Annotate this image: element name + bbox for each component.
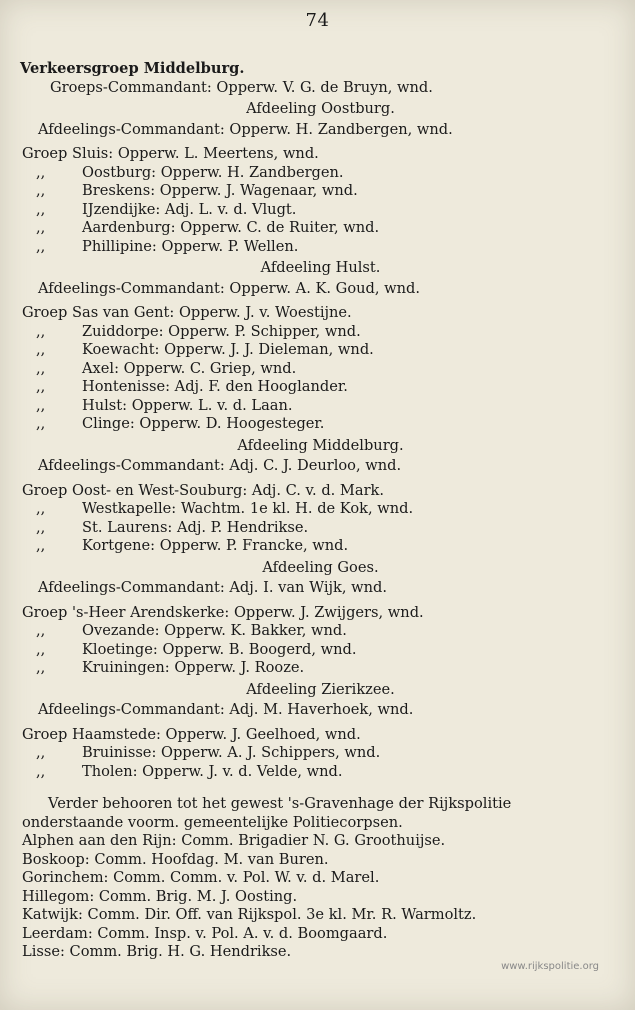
ditto-mark: ,, bbox=[36, 163, 46, 181]
groep-entry bbox=[22, 238, 619, 257]
ditto-mark: ,, bbox=[36, 341, 46, 358]
groep-entry bbox=[22, 397, 619, 416]
groep-entry bbox=[22, 360, 619, 379]
groep-text: Hulst: Opperw. L. v. d. Laan. bbox=[82, 396, 293, 414]
ditto-mark: ,, bbox=[36, 744, 46, 761]
ditto-mark: ,, bbox=[36, 500, 46, 517]
watermark: www.rijkspolitie.org bbox=[501, 961, 599, 972]
corps-entry: Leerdam: Comm. Insp. v. Pol. A. v. d. Boomgaard. bbox=[22, 924, 388, 942]
ditto-mark: ,, bbox=[36, 640, 46, 658]
ditto-mark: ,, bbox=[36, 762, 46, 780]
groep-entry bbox=[22, 763, 619, 782]
groep-text: IJzendijke: Adj. L. v. d. Vlugt. bbox=[82, 200, 297, 218]
groep-entry bbox=[22, 201, 619, 220]
page-number: 74 bbox=[305, 10, 330, 31]
ditto-mark: ,, bbox=[36, 200, 46, 218]
ditto-mark: ,, bbox=[36, 237, 46, 255]
ditto-mark: ,, bbox=[36, 219, 46, 236]
afdeling-section bbox=[22, 100, 619, 256]
groep-entry: Groep Haamstede: Opperw. J. Geelhoed, wnd. bbox=[22, 725, 361, 743]
groep-entry: Groep Sas van Gent: Opperw. J. v. Woestijne. bbox=[22, 304, 352, 321]
groep-text: Westkapelle: Wachtm. 1e kl. H. de Kok, wnd. bbox=[82, 500, 414, 517]
ditto-mark: ,, bbox=[36, 415, 46, 432]
groep-entry bbox=[22, 219, 619, 238]
page-content bbox=[22, 60, 619, 962]
afdeling-commandant: Afdeelings-Commandant: Opperw. H. Zandbergen, wnd. bbox=[38, 120, 453, 138]
ditto-mark: ,, bbox=[36, 659, 46, 676]
groep-text: Kortgene: Opperw. P. Francke, wnd. bbox=[82, 537, 349, 554]
ditto-mark: ,, bbox=[36, 537, 46, 554]
groep-text: Breskens: Opperw. J. Wagenaar, wnd. bbox=[82, 182, 358, 199]
groep-entry bbox=[22, 164, 619, 183]
groep-text: Clinge: Opperw. D. Hoogesteger. bbox=[82, 415, 325, 432]
groep-entry bbox=[22, 323, 619, 342]
document-title: Verkeersgroep Middelburg. bbox=[20, 60, 245, 77]
groep-text: Bruinisse: Opperw. A. J. Schippers, wnd. bbox=[82, 744, 381, 761]
groep-entry bbox=[22, 500, 619, 519]
afdeling-commandant: Afdeelings-Commandant: Adj. M. Haverhoek, wnd. bbox=[38, 701, 414, 718]
groep-text: Kloetinge: Opperw. B. Boogerd, wnd. bbox=[82, 640, 357, 658]
groep-entry bbox=[22, 182, 619, 201]
corps-entry: Alphen aan den Rijn: Comm. Brigadier N. G. Groothuijse. bbox=[22, 832, 446, 849]
groeps-commandant: Groeps-Commandant: Opperw. V. G. de Bruyn, wnd. bbox=[50, 78, 433, 96]
groep-entry bbox=[22, 537, 619, 556]
groep-entry bbox=[22, 519, 619, 538]
ditto-mark: ,, bbox=[36, 396, 46, 414]
afdeling-heading: Afdeeling Oostburg. bbox=[246, 100, 395, 117]
groep-text: Aardenburg: Opperw. C. de Ruiter, wnd. bbox=[82, 219, 380, 236]
groep-text: Oostburg: Opperw. H. Zandbergen. bbox=[82, 163, 344, 181]
groep-text: Tholen: Opperw. J. v. d. Velde, wnd. bbox=[82, 762, 343, 780]
afdelingen bbox=[22, 100, 619, 781]
ditto-mark: ,, bbox=[36, 359, 46, 377]
groep-text: Zuiddorpe: Opperw. P. Schipper, wnd. bbox=[82, 322, 361, 340]
groep-entry bbox=[22, 378, 619, 397]
groep-entry bbox=[22, 415, 619, 434]
afdeling-section bbox=[22, 559, 619, 678]
afdeling-heading: Afdeeling Goes. bbox=[262, 558, 379, 576]
ditto-mark: ,, bbox=[36, 518, 46, 536]
afdeling-heading: Afdeeling Middelburg. bbox=[237, 436, 404, 454]
groep-text: Koewacht: Opperw. J. J. Dieleman, wnd. bbox=[82, 341, 374, 358]
groep-text: Ovezande: Opperw. K. Bakker, wnd. bbox=[82, 622, 347, 639]
groep-entry bbox=[22, 341, 619, 360]
corps-entry: Katwijk: Comm. Dir. Off. van Rijkspol. 3e kl. Mr. R. Warmoltz. bbox=[22, 906, 477, 923]
groep-entry bbox=[22, 641, 619, 660]
groep-text: St. Laurens: Adj. P. Hendrikse. bbox=[82, 518, 309, 536]
paragraph-line-2: onderstaande voorm. gemeentelijke Politiecorpsen. bbox=[22, 813, 403, 831]
afdeling-section bbox=[22, 437, 619, 556]
afdeling-section bbox=[22, 681, 619, 782]
groep-entry: Groep 's-Heer Arendskerke: Opperw. J. Zwijgers, wnd. bbox=[22, 603, 424, 621]
groep-entry bbox=[22, 659, 619, 678]
paragraph-line-1: Verder behooren tot het gewest 's-Gravenhage der Rijkspolitie bbox=[48, 795, 512, 812]
afdeling-commandant: Afdeelings-Commandant: Opperw. A. K. Goud, wnd. bbox=[38, 279, 421, 297]
afdeling-heading: Afdeeling Zierikzee. bbox=[246, 680, 395, 698]
afdeling-commandant: Afdeelings-Commandant: Adj. I. van Wijk, wnd. bbox=[38, 579, 388, 596]
ditto-mark: ,, bbox=[36, 182, 46, 199]
groep-text: Phillipine: Opperw. P. Wellen. bbox=[82, 237, 299, 255]
ditto-mark: ,, bbox=[36, 322, 46, 340]
corpsen-list bbox=[22, 832, 619, 962]
groep-entry: Groep Oost- en West-Souburg: Adj. C. v. d. Mark. bbox=[22, 481, 385, 499]
corps-entry: Hillegom: Comm. Brig. M. J. Oosting. bbox=[22, 887, 298, 905]
ditto-mark: ,, bbox=[36, 378, 46, 395]
afdeling-commandant: Afdeelings-Commandant: Adj. C. J. Deurloo, wnd. bbox=[38, 457, 402, 474]
corps-entry: Boskoop: Comm. Hoofdag. M. van Buren. bbox=[22, 850, 329, 868]
afdeling-section bbox=[22, 259, 619, 434]
groep-text: Axel: Opperw. C. Griep, wnd. bbox=[82, 359, 297, 377]
groep-entry bbox=[22, 744, 619, 763]
corps-entry: Lisse: Comm. Brig. H. G. Hendrikse. bbox=[22, 943, 292, 960]
groep-text: Hontenisse: Adj. F. den Hooglander. bbox=[82, 378, 348, 395]
corps-entry: Gorinchem: Comm. Comm. v. Pol. W. v. d. Marel. bbox=[22, 869, 380, 886]
ditto-mark: ,, bbox=[36, 622, 46, 639]
afdeling-heading: Afdeeling Hulst. bbox=[260, 259, 381, 276]
groep-entry: Groep Sluis: Opperw. L. Meertens, wnd. bbox=[22, 145, 319, 162]
groep-text: Kruiningen: Opperw. J. Rooze. bbox=[82, 659, 305, 676]
groep-entry bbox=[22, 622, 619, 641]
